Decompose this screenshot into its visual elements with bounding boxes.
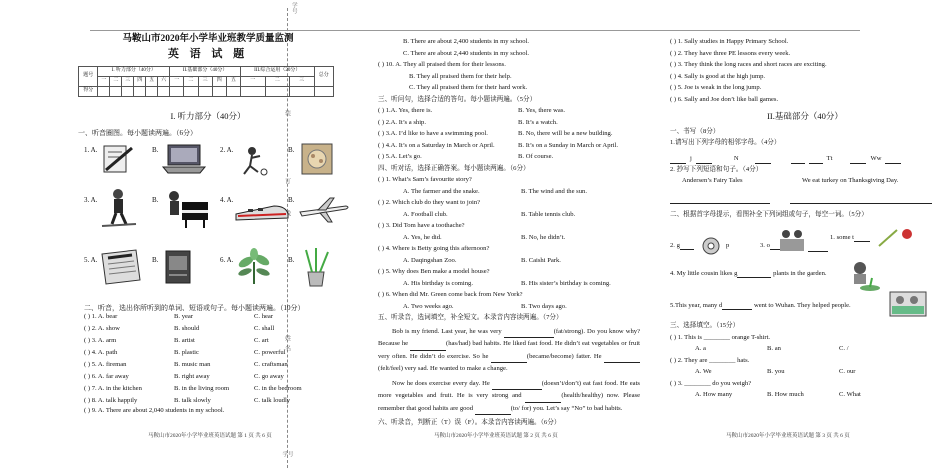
page-3 xyxy=(670,0,940,475)
fill-blank[interactable] xyxy=(885,156,901,164)
laptop-icon xyxy=(160,142,208,176)
dialog-question[interactable]: ( ) 3. Did Tom have a toothache? xyxy=(378,222,465,229)
pic-option[interactable]: 3. A. xyxy=(84,192,152,232)
choice-row[interactable]: ( ) 5. A. fireman B. music man C. craftsman xyxy=(84,360,288,368)
choice-row[interactable]: ( ) 6. A. far away B. right away C. go away xyxy=(84,372,284,380)
mc-options: A. a B. an C. / xyxy=(695,345,849,353)
option-text: C. There are about 2,440 students in my school. xyxy=(403,49,530,57)
num: 三 xyxy=(290,76,315,86)
fill-blank[interactable] xyxy=(696,156,712,164)
fill-blank[interactable] xyxy=(722,302,752,310)
mc-options: A. How many B. How much C. What xyxy=(695,391,861,399)
fill-label: plants in the garden. xyxy=(773,270,827,278)
section-heading: 一、听音圈图。每小题读两遍。（6分） xyxy=(78,129,197,138)
row-label: 题号 xyxy=(79,66,98,86)
num: 四 xyxy=(134,76,146,86)
score-table xyxy=(78,66,334,97)
fill-label: went to Wuhan. They helped people. xyxy=(753,302,851,310)
copy-lines xyxy=(670,189,940,207)
num: 五 xyxy=(226,76,240,86)
binding-mark: 号 xyxy=(290,8,297,14)
question-10[interactable]: ( ) 10. A. They all praised them for their lessons. xyxy=(378,61,506,68)
num: 二 xyxy=(110,76,122,86)
section-heading: 四、听对话，选择正确答案。每小题读两遍。（6分） xyxy=(378,164,530,172)
mc-question[interactable]: ( ) 1. This is ________ orange T-shirt. xyxy=(670,333,771,341)
pic-option[interactable]: 2. A. xyxy=(220,142,288,182)
num: 六 xyxy=(158,76,170,86)
part-title: II.基础部分（40分） xyxy=(767,111,843,121)
soccer-icon xyxy=(234,142,282,176)
doctors-icon xyxy=(888,288,928,318)
tf-item[interactable]: ( ) 1. Sally studies in Happy Primary School. xyxy=(670,38,789,45)
group-label: I. 听力部分（40分） xyxy=(98,66,170,76)
dialog-options: A. The farmer and the snake. B. The wind and the sun. xyxy=(403,187,587,195)
question-9[interactable]: ( ) 9. A. There are about 2,040 students in my school. xyxy=(84,407,225,414)
train-icon xyxy=(234,192,290,226)
num: 一 xyxy=(98,76,110,86)
pic-option[interactable]: 1. A. xyxy=(84,142,152,182)
letter: N xyxy=(733,155,739,163)
pic-option[interactable]: B. xyxy=(288,192,356,232)
num: 五 xyxy=(146,76,158,86)
choice-list xyxy=(84,311,334,419)
newspaper-icon xyxy=(98,248,146,288)
write-line[interactable] xyxy=(670,203,770,204)
choice-row[interactable]: ( ) 7. A. in the kitchen B. in the living room C. in the bedroom xyxy=(84,384,302,392)
picture-row xyxy=(84,252,356,292)
boy-piano-icon xyxy=(160,186,212,230)
dialog-question[interactable]: ( ) 6. When did Mr. Green come back from New York? xyxy=(378,291,523,298)
fill-blank[interactable] xyxy=(755,156,771,164)
num: 一 xyxy=(170,76,184,86)
col2-content xyxy=(378,38,640,431)
binding-mark: 学 xyxy=(290,2,297,8)
airplane-icon xyxy=(296,192,352,226)
letter: Ww xyxy=(870,155,882,163)
fill-blank[interactable] xyxy=(809,156,823,164)
fill-label: 5.This year, many d xyxy=(670,302,723,310)
copy-phrase: Andersen’s Fairy Tales xyxy=(682,177,743,185)
pic-option[interactable]: 5. A. xyxy=(84,252,152,292)
picture-row xyxy=(84,192,356,232)
plant-icon xyxy=(234,248,278,288)
painting-icon xyxy=(296,142,340,176)
num: 三 xyxy=(198,76,212,86)
tf-item[interactable]: ( ) 5. Joe is weak in the long jump. xyxy=(670,84,762,91)
fill-blank[interactable] xyxy=(410,343,446,351)
pic-option[interactable]: B. xyxy=(152,252,220,292)
option-text: B. They all praised them for their help. xyxy=(409,72,512,80)
exam-title: 马鞍山市2020年小学毕业班教学质量监测 xyxy=(122,34,294,44)
num: 二 xyxy=(265,76,289,86)
fill-blank[interactable] xyxy=(492,382,542,390)
answer-row[interactable]: ( ) 4.A. It’s on a Saturday in March or April. B. It’s on a Sunday in March or April. xyxy=(378,141,618,149)
vase-icon xyxy=(296,246,336,288)
row-label: 得分 xyxy=(79,86,98,96)
cloze-paragraph-2: Now he does exercise every day. He (doesn’t/don’t) eat fast food. He eats more vegetables and fruit. He is very strong and (health/healthy) now. Please remember that good habits are good (to/ for) you. Let’s say “No” to bad habits. xyxy=(378,378,640,416)
section-heading: 一、书写（8分） xyxy=(670,127,720,135)
page-2 xyxy=(378,0,640,475)
fill-label: 4. My little cousin likes g xyxy=(670,270,738,278)
binding-mark: 订 xyxy=(283,178,290,184)
choice-row[interactable]: ( ) 2. A. show B. should C. shall xyxy=(84,324,275,332)
section-heading: 二、根据首字母提示，看图补全下列词组或句子，每空一词。（5分） xyxy=(670,210,868,218)
mc-question[interactable]: ( ) 2. They are ________ hats. xyxy=(670,356,750,364)
kids-reading-icon xyxy=(776,226,808,256)
choice-row[interactable]: ( ) 1. A. bear B. year C. hear xyxy=(84,312,274,320)
pic-option[interactable]: 6. A. xyxy=(220,252,288,292)
section-heading: 五、听录音，选词填空，补全短文。本录音内容读两遍。（7分） xyxy=(378,314,563,321)
page-footer: 马鞍山市2020年小学毕业班英语试题 第 2 页 共 6 页 xyxy=(434,433,558,439)
answer-row[interactable]: ( ) 5.A. Let’s go. B. Of course. xyxy=(378,153,554,160)
letter: j xyxy=(690,155,692,163)
fill-label: 2. g xyxy=(670,242,680,250)
dialog-question[interactable]: ( ) 1. What’s Sam’s favourite story? xyxy=(378,176,472,183)
dialog-options: A. Yes, he did. B. No, he didn’t. xyxy=(403,233,566,241)
num: 一 xyxy=(241,76,265,86)
tf-item[interactable]: ( ) 2. They have three PE lessons every week. xyxy=(670,49,791,57)
option-text: B. There are about 2,400 students in my school. xyxy=(403,38,530,45)
write-line[interactable] xyxy=(790,203,932,204)
part-title: I. 听力部分（40分） xyxy=(170,110,246,121)
fill-blank[interactable] xyxy=(737,270,771,278)
copy-row xyxy=(670,177,940,189)
dialog-options: A. Football club. B. Table tennis club. xyxy=(403,210,576,218)
letter: Tt xyxy=(826,155,833,163)
binding-mark: 名 xyxy=(283,345,290,351)
fill-blank[interactable] xyxy=(525,395,561,403)
pic-option[interactable]: 4. A. xyxy=(220,192,288,232)
tape-icon xyxy=(700,236,722,256)
pic-option[interactable]: B. xyxy=(152,192,220,232)
pic-option[interactable]: B. xyxy=(288,142,356,182)
answer-row[interactable]: ( ) 3.A. I’d like to have a swimming pool. B. No, there will be a new building. xyxy=(378,130,613,137)
total-label: 总分 xyxy=(314,66,333,86)
fill-blank[interactable] xyxy=(854,234,870,242)
exam-subtitle: 英 语 试 题 xyxy=(167,47,249,60)
fill-blank[interactable] xyxy=(504,330,554,338)
dialog-question[interactable]: ( ) 2. Which club do they want to join? xyxy=(378,199,481,206)
mc-question[interactable]: ( ) 3. ________ do you weigh? xyxy=(670,379,752,387)
fill-blank[interactable] xyxy=(604,355,640,363)
fill-label: p xyxy=(726,242,730,250)
col3-content xyxy=(670,38,940,403)
section-heading: 三、听问句，选择合适的答句。每小题读两遍。（5分） xyxy=(378,95,537,103)
fill-sentence-5 xyxy=(670,294,940,320)
fill-blank[interactable] xyxy=(791,156,805,164)
binding-mark: 学号 xyxy=(282,452,294,458)
copy-sentence: We eat turkey on Thanksgiving Day. xyxy=(802,177,899,185)
choice-row[interactable]: ( ) 4. A. path B. plastic C. powerful xyxy=(84,348,286,356)
write-line[interactable] xyxy=(808,251,828,252)
book-icon xyxy=(160,248,200,288)
fill-blank[interactable] xyxy=(475,407,511,415)
boy-skiing-icon xyxy=(96,186,144,230)
num: 三 xyxy=(122,76,134,86)
letter-row xyxy=(670,151,940,164)
dialog-options: A. Two weeks ago. B. Two days ago. xyxy=(403,302,567,310)
option-text: C. They all praised them for their hard work. xyxy=(409,84,528,91)
dialog-question[interactable]: ( ) 5. Why does Ben make a model house? xyxy=(378,268,490,275)
girl-gardening-icon xyxy=(840,260,886,292)
section-heading: 二、听音，选出你所听到的单词、短语或句子。每小题读两遍。（10分） xyxy=(84,304,305,312)
dialog-question[interactable]: ( ) 4. Where is Betty going this afternoon? xyxy=(378,245,490,252)
section-heading: 三、选择填空。（15分） xyxy=(670,322,740,330)
fill-blank[interactable] xyxy=(850,156,866,164)
section-heading: 六、听录音，判断正（T）误（F）。本录音内容读两遍。（6分） xyxy=(378,419,561,426)
page-footer: 马鞍山市2020年小学毕业班英语试题 第 3 页 共 6 页 xyxy=(726,433,850,439)
subsection-heading: 2. 抄写下列短语和句子。（4分） xyxy=(670,165,763,173)
tf-item[interactable]: ( ) 4. Sally is good at the high jump. xyxy=(670,72,766,80)
group-label: II.基础部分（40分） xyxy=(170,66,241,76)
tf-item[interactable]: ( ) 3. They think the long races and short races are exciting. xyxy=(670,61,827,68)
dialog-options: A. His birthday is coming. B. His sister’s birthday is coming. xyxy=(403,279,611,287)
tf-item[interactable]: ( ) 6. Sally and Joe don’t like ball games. xyxy=(670,95,779,103)
choice-row[interactable]: ( ) 3. A. arm B. artist C. art xyxy=(84,336,269,344)
binding-mark: 装 xyxy=(283,110,290,116)
answer-row[interactable]: ( ) 2.A. It’s a ship. B. It’s a watch. xyxy=(378,118,558,126)
pencil-paper-icon xyxy=(98,142,140,176)
tomato-icon xyxy=(875,226,915,250)
page-1 xyxy=(78,0,338,475)
picture-row xyxy=(84,142,356,182)
group-label: III.综合运用（20分） xyxy=(241,66,314,76)
fill-blank[interactable] xyxy=(670,156,686,164)
fill-label: 1. some t xyxy=(830,234,854,242)
num: 四 xyxy=(212,76,226,86)
binding-mark: 姓 xyxy=(283,335,290,341)
picture-fill-row xyxy=(670,222,940,258)
dialog-options: A. Daqingshan Zoo. B. Caishi Park. xyxy=(403,256,561,264)
cloze-paragraph-1: Bob is my friend. Last year, he was very (fat/strong). Do you know why? Because he (has/had) bad habits. He liked fast food. He didn’t eat vegetables or fruit very often. He didn’t do exercise. So he (became/become) fatter. He (felt/feel) very sad. He wanted to make a change. xyxy=(378,327,640,372)
page-footer: 马鞍山市2020年小学毕业班英语试题 第 1 页 共 6 页 xyxy=(148,433,272,439)
fill-label: 3. o xyxy=(760,242,770,250)
pic-option[interactable]: B. xyxy=(288,252,356,292)
answer-row[interactable]: ( ) 1.A. Yes, there is. B. Yes, there was. xyxy=(378,107,566,114)
fill-blank[interactable] xyxy=(680,242,694,250)
pic-option[interactable]: B. xyxy=(152,142,220,182)
choice-row[interactable]: ( ) 8. A. talk happily B. talk slowly C. talk loudly xyxy=(84,396,291,404)
subsection-heading: 1.请写出下列字母的相邻字母。（4分） xyxy=(670,139,781,147)
fill-blank[interactable] xyxy=(491,355,527,363)
mc-options: A. We B. you C. our xyxy=(695,368,856,376)
num: 二 xyxy=(184,76,198,86)
